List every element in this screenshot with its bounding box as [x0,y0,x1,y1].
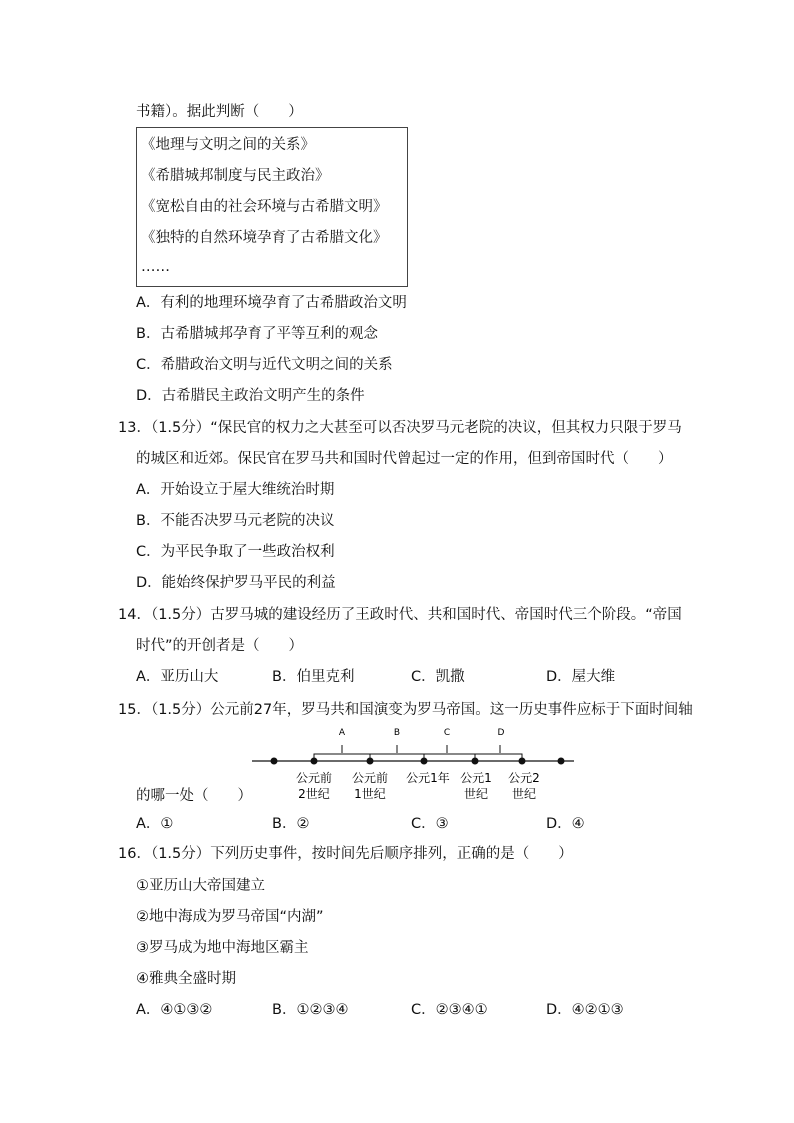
timeline-label-d: D [497,728,505,738]
q13-stem-line1: 13．（1.5分）“保民官的权力之大甚至可以否决罗马元老院的决议，但其权力只限于罗马 [118,420,682,436]
q12-book-title: 《独特的自然环境孕育了古希腊文化》 [141,230,388,246]
q15-stem-line1: 15．（1.5分）公元前27年，罗马共和国演变为罗马帝国。这一历史事件应标于下面时间轴 [118,702,693,718]
q13-option-d[interactable]: D．能始终保护罗马平民的利益 [136,575,336,591]
timeline-tick-label: 公元前 [295,771,333,785]
q12-option-b[interactable]: B．古希腊城邦孕育了平等互利的观念 [136,326,378,342]
q12-book-title: 《宽松自由的社会环境与古希腊文明》 [141,199,388,215]
q16-option-b[interactable]: B．①②③④ [272,1002,349,1018]
q14-option-a[interactable]: A．亚历山大 [136,669,219,685]
timeline-dot [472,758,479,765]
timeline-segment-d [475,754,522,761]
q12-book-title: 《希腊城邦制度与民主政治》 [141,168,330,184]
q16-event: ③罗马成为地中海地区霸主 [136,940,309,956]
q12-option-d[interactable]: D．古希腊民主政治文明产生的条件 [136,388,365,404]
q14-stem-line1: 14．（1.5分）古罗马城的建设经历了王政时代、共和国时代、帝国时代三个阶段。“帝国 [118,607,682,623]
q15-option-b[interactable]: B．② [272,816,310,832]
timeline-tick-label: 公元前 [351,771,389,785]
q15-stem-line2: 的哪一处（ ） [136,788,252,804]
q15-option-a[interactable]: A．① [136,816,174,832]
timeline-tick-label: 世纪 [463,787,489,801]
q15-timeline [250,722,580,804]
timeline-label-a: A [338,728,346,738]
timeline-label-b: B [393,728,401,738]
timeline-dot [421,758,428,765]
q12-option-a[interactable]: A．有利的地理环境孕育了古希腊政治文明 [136,295,407,311]
q16-event: ②地中海成为罗马帝国“内湖” [136,909,324,925]
timeline-tick-label: 世纪 [511,787,537,801]
q14-stem-line2: 时代”的开创者是（ ） [136,638,304,654]
q14-option-b[interactable]: B．伯里克利 [272,669,355,685]
timeline-segment-c [424,754,475,761]
timeline-dot [558,758,565,765]
timeline-segment-b [370,754,424,761]
timeline-dot [519,758,526,765]
q14-option-d[interactable]: D．屋大维 [546,669,616,685]
q13-option-b[interactable]: B．不能否决罗马元老院的决议 [136,513,335,529]
q12-book-title: 《地理与文明之间的关系》 [141,137,315,153]
q16-option-c[interactable]: C．②③④① [411,1002,488,1018]
q12-stem-tail: 书籍）。据此判断（ ） [136,104,303,120]
q13-option-c[interactable]: C．为平民争取了一些政治权利 [136,544,335,560]
q13-stem-line2: 的城区和近郊。保民官在罗马共和国时代曾起过一定的作用，但到帝国时代（ ） [136,451,673,467]
q12-option-c[interactable]: C．希腊政治文明与近代文明之间的关系 [136,357,393,373]
timeline-tick-label: 公元1 [460,771,492,785]
timeline-dot [271,758,278,765]
q12-book-list-box [136,127,408,287]
timeline-tick-label: 1世纪 [354,787,386,801]
q16-event: ①亚历山大帝国建立 [136,878,265,894]
timeline-dot [367,758,374,765]
q16-option-d[interactable]: D．④②①③ [546,1002,624,1018]
q16-event: ④雅典全盛时期 [136,971,236,987]
q16-stem: 16．（1.5分）下列历史事件，按时间先后顺序排列，正确的是（ ） [118,846,573,862]
q12-book-ellipsis: …… [141,259,170,275]
timeline-tick-label: 公元1年 [406,771,450,785]
q15-option-c[interactable]: C．③ [411,816,449,832]
q13-option-a[interactable]: A．开始设立于屋大维统治时期 [136,482,335,498]
timeline-segment-a [314,754,370,761]
timeline-label-c: C [443,728,451,738]
q16-option-a[interactable]: A．④①③② [136,1002,213,1018]
q14-option-c[interactable]: C．凯撒 [411,669,465,685]
q15-option-d[interactable]: D．④ [546,816,585,832]
timeline-tick-label: 2世纪 [298,787,330,801]
timeline-tick-label: 公元2 [508,771,540,785]
timeline-dot [311,758,318,765]
